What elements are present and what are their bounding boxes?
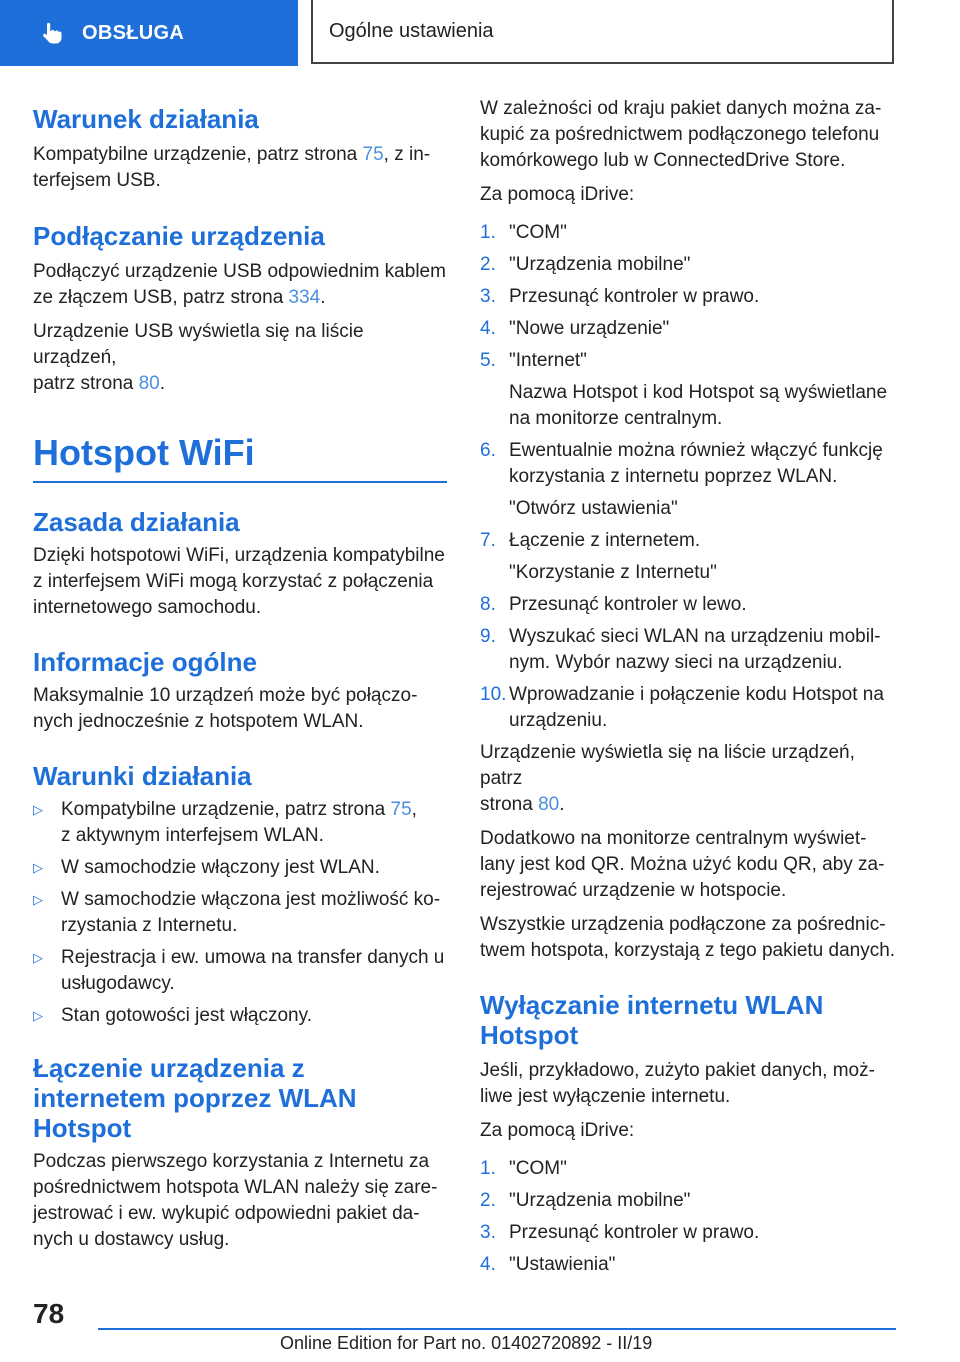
paragraph-podlaczanie-2: Urządzenie USB wyświetla się na liście urządzeń, patrz strona 80.	[33, 321, 364, 394]
paragraph-device-list: Urządzenie wyświetla się na liście urządzeń, patrz strona 80.	[480, 742, 855, 815]
paragraph-wylaczanie: Jeśli, przykładowo, zużyto pakiet danych, moż- liwe jest wyłączenie internetu.	[480, 1060, 875, 1107]
list-item: ▷ W samochodzie włączona jest możliwość ko- rzystania z Internetu.	[33, 889, 441, 936]
step-item: 3. Przesunąć kontroler w prawo.	[480, 1220, 900, 1246]
step-number: 4.	[480, 318, 496, 339]
page-link[interactable]: 75	[390, 799, 412, 820]
paragraph-podlaczanie-1: Podłączyć urządzenie USB odpowiednim kablem ze złączem USB, patrz strona 334.	[33, 261, 446, 308]
list-item: ▷ W samochodzie włączony jest WLAN.	[33, 855, 447, 881]
step-number: 3.	[480, 286, 496, 307]
paragraph-zasada: Dzięki hotspotowi WiFi, urządzenia kompatybilne z interfejsem WiFi mogą korzystać z połączenia internetowego samochodu.	[33, 545, 445, 618]
footer-divider	[98, 1328, 896, 1330]
step-item: 2. "Urządzenia mobilne"	[480, 1188, 900, 1214]
section-tab	[0, 0, 298, 66]
subsection-label: Ogólne ustawienia	[329, 19, 494, 42]
bullet-triangle-icon: ▷	[33, 950, 43, 965]
bullet-triangle-icon: ▷	[33, 802, 43, 817]
heading-informacje: Informacje ogólne	[33, 647, 257, 677]
paragraph-intro: W zależności od kraju pakiet danych można za- kupić za pośrednictwem podłączonego telefonu komórkowego lub w ConnectedDrive Store.	[480, 98, 882, 171]
heading-laczenie: Łączenie urządzenia z internetem poprzez WLAN Hotspot	[33, 1053, 357, 1143]
paragraph-all-devices: Wszystkie urządzenia podłączone za pośrednic- twem hotspota, korzystają z tego pakietu danych.	[480, 914, 896, 961]
step-number: 4.	[480, 1254, 496, 1275]
left-column	[33, 96, 447, 1253]
step-item: 7. Łączenie z internetem. "Korzystanie z Internetu"	[480, 528, 900, 586]
heading-wylaczanie: Wyłączanie internetu WLAN Hotspot	[480, 990, 824, 1050]
step-item: 6. Ewentualnie można również włączyć funkcję korzystania z internetu poprzez WLAN. "Otwórz ustawienia"	[480, 438, 900, 522]
steps-list-2	[480, 1156, 900, 1278]
step-number: 2.	[480, 1190, 496, 1211]
step-note: "Otwórz ustawienia"	[509, 498, 678, 519]
page-header	[0, 0, 960, 66]
hand-pointer-icon	[40, 21, 64, 45]
bullet-triangle-icon: ▷	[33, 1008, 43, 1023]
heading-podlaczanie: Podłączanie urządzenia	[33, 221, 325, 251]
step-number: 5.	[480, 350, 496, 371]
paragraph-warunek: Kompatybilne urządzenie, patrz strona 75, z in- terfejsem USB.	[33, 144, 431, 191]
paragraph-idrive: Za pomocą iDrive:	[480, 184, 635, 205]
step-item: 1. "COM"	[480, 220, 900, 246]
page-link[interactable]: 334	[288, 287, 321, 308]
list-item: ▷ Stan gotowości jest włączony.	[33, 1003, 447, 1029]
chapter-divider	[33, 481, 447, 483]
step-number: 6.	[480, 440, 496, 461]
step-number: 7.	[480, 530, 496, 551]
step-number: 3.	[480, 1222, 496, 1243]
step-item: 1. "COM"	[480, 1156, 900, 1182]
paragraph-laczenie: Podczas pierwszego korzystania z Internetu za pośrednictwem hotspota WLAN należy się zare- jestrować i ew. wykupić odpowiedni pakiet da- nych u dostawcy usług.	[33, 1151, 438, 1250]
subsection-tab	[311, 0, 894, 64]
paragraph-informacje: Maksymalnie 10 urządzeń może być połączo- nych jednocześnie z hotspotem WLAN.	[33, 685, 418, 732]
right-column	[480, 96, 900, 1278]
chapter-title: Hotspot WiFi	[33, 432, 255, 473]
step-number: 8.	[480, 594, 496, 615]
step-number: 10.	[480, 684, 507, 705]
steps-list	[480, 220, 900, 734]
heading-warunki: Warunki działania	[33, 761, 252, 791]
paragraph-qr: Dodatkowo na monitorze centralnym wyświet- lany jest kod QR. Można użyć kodu QR, aby za- rejestrować urządzenie w hotspocie.	[480, 828, 885, 901]
step-item: 4. "Nowe urządzenie"	[480, 316, 900, 342]
step-item: 9. Wyszukać sieci WLAN na urządzeniu mobil- nym. Wybór nazwy sieci na urządzeniu.	[480, 626, 881, 673]
heading-warunek: Warunek działania	[33, 104, 259, 134]
bullet-triangle-icon: ▷	[33, 892, 43, 907]
requirements-list	[33, 797, 447, 1029]
bullet-triangle-icon: ▷	[33, 860, 43, 875]
section-label: OBSŁUGA	[82, 21, 185, 44]
step-note: Nazwa Hotspot i kod Hotspot są wyświetlane na monitorze centralnym.	[509, 382, 888, 429]
step-item: 5. "Internet" Nazwa Hotspot i kod Hotspot są wyświetlane na monitorze centralnym.	[480, 348, 900, 432]
page-number: 78	[33, 1298, 65, 1329]
edition-footer: Online Edition for Part no. 01402720892 - II/19	[280, 1333, 653, 1353]
page-link[interactable]: 75	[362, 144, 384, 165]
step-item: 4. "Ustawienia"	[480, 1252, 900, 1278]
step-number: 2.	[480, 254, 496, 275]
step-item: 2. "Urządzenia mobilne"	[480, 252, 900, 278]
step-number: 9.	[480, 626, 496, 647]
page-link[interactable]: 80	[538, 794, 560, 815]
step-item: 3. Przesunąć kontroler w prawo.	[480, 284, 900, 310]
step-note: "Korzystanie z Internetu"	[509, 562, 717, 583]
step-item: 10. Wprowadzanie i połączenie kodu Hotspot na urządzeniu.	[480, 684, 884, 731]
step-item: 8. Przesunąć kontroler w lewo.	[480, 592, 900, 618]
heading-zasada: Zasada działania	[33, 507, 240, 537]
paragraph-idrive-2: Za pomocą iDrive:	[480, 1120, 635, 1141]
list-item: ▷ Kompatybilne urządzenie, patrz strona 75, z aktywnym interfejsem WLAN.	[33, 799, 417, 846]
list-item: ▷ Rejestracja i ew. umowa na transfer danych u usługodawcy.	[33, 947, 445, 994]
page-link[interactable]: 80	[138, 373, 160, 394]
step-number: 1.	[480, 1158, 496, 1179]
step-number: 1.	[480, 222, 496, 243]
